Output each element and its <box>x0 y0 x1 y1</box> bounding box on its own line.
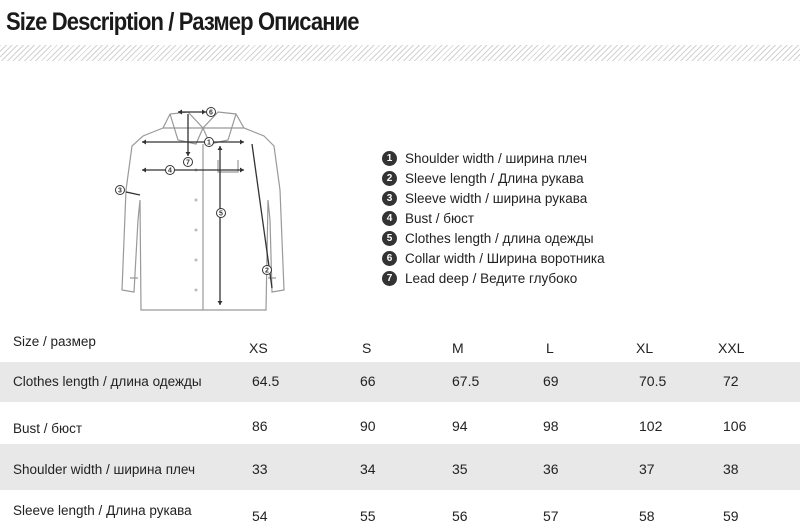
marker-5 <box>217 209 226 218</box>
legend-text: Bust / бюст <box>405 210 475 226</box>
shirt-diagram <box>108 100 288 320</box>
size-header: XS <box>249 340 268 356</box>
table-cell: 64.5 <box>252 373 280 389</box>
marker-6 <box>207 108 216 117</box>
table-header-row <box>0 322 800 362</box>
measurement-lines <box>126 110 272 306</box>
marker-3 <box>116 186 125 195</box>
row-label: Bust / бюст <box>13 421 83 436</box>
legend-text: Collar width / Ширина воротника <box>405 250 605 266</box>
table-cell: 38 <box>723 461 739 477</box>
hatched-divider <box>0 45 800 61</box>
svg-text:6: 6 <box>209 109 213 117</box>
header-label: Size / размер <box>13 334 96 349</box>
marker-1 <box>205 138 214 147</box>
table-cell: 70.5 <box>639 373 667 389</box>
table-cell: 102 <box>639 418 663 434</box>
legend-text: Shoulder width / ширина плеч <box>405 150 587 166</box>
table-cell: 55 <box>360 508 376 524</box>
table-cell: 35 <box>452 461 468 477</box>
legend-text: Clothes length / длина одежды <box>405 230 594 246</box>
legend-item <box>382 188 605 208</box>
table-cell: 57 <box>543 508 559 524</box>
table-cell: 58 <box>639 508 655 524</box>
marker-2 <box>263 266 272 275</box>
legend-item <box>382 248 605 268</box>
row-label: Clothes length / длина одежды <box>13 374 202 389</box>
diagram-markers <box>116 108 272 275</box>
number-badge: 7 <box>382 271 397 286</box>
table-cell: 94 <box>452 418 468 434</box>
legend-text: Lead deep / Ведите глубоко <box>405 270 578 286</box>
table-cell: 67.5 <box>452 373 480 389</box>
measurement-legend <box>382 148 605 288</box>
table-cell: 90 <box>360 418 376 434</box>
size-header: XL <box>636 340 654 356</box>
number-badge: 3 <box>382 191 397 206</box>
size-table <box>0 322 800 527</box>
legend-item <box>382 268 605 288</box>
button-dots <box>195 169 198 292</box>
number-badge: 1 <box>382 151 397 166</box>
number-badge: 6 <box>382 251 397 266</box>
table-cell: 69 <box>543 373 559 389</box>
table-row <box>0 444 800 490</box>
table-cell: 98 <box>543 418 559 434</box>
number-badge: 2 <box>382 171 397 186</box>
marker-4 <box>166 166 175 175</box>
table-cell: 86 <box>252 418 268 434</box>
table-row <box>0 402 800 444</box>
svg-text:5: 5 <box>219 210 223 218</box>
table-cell: 54 <box>252 508 268 524</box>
row-label: Shoulder width / ширина плеч <box>13 462 195 477</box>
row-label: Sleeve length / Длина рукава <box>13 503 192 518</box>
page-title: Size Description / Размер Описание <box>6 8 359 36</box>
table-cell: 36 <box>543 461 559 477</box>
size-header: M <box>452 340 464 356</box>
table-cell: 72 <box>723 373 739 389</box>
table-cell: 66 <box>360 373 376 389</box>
legend-item <box>382 228 605 248</box>
legend-item <box>382 208 605 228</box>
svg-text:1: 1 <box>207 139 211 147</box>
table-row <box>0 362 800 402</box>
number-badge: 5 <box>382 231 397 246</box>
svg-text:3: 3 <box>118 187 122 195</box>
legend-item <box>382 148 605 168</box>
number-badge: 4 <box>382 211 397 226</box>
svg-text:2: 2 <box>265 267 269 275</box>
size-header: S <box>362 340 372 356</box>
svg-text:4: 4 <box>168 167 172 175</box>
table-cell: 56 <box>452 508 468 524</box>
legend-text: Sleeve width / ширина рукава <box>405 190 588 206</box>
legend-text: Sleeve length / Длина рукава <box>405 170 584 186</box>
table-cell: 106 <box>723 418 747 434</box>
svg-text:7: 7 <box>186 159 190 167</box>
table-cell: 59 <box>723 508 739 524</box>
table-row <box>0 490 800 527</box>
marker-7 <box>184 158 193 167</box>
table-cell: 37 <box>639 461 655 477</box>
size-header: XXL <box>718 340 745 356</box>
legend-item <box>382 168 605 188</box>
table-cell: 33 <box>252 461 268 477</box>
table-cell: 34 <box>360 461 376 477</box>
size-header: L <box>546 340 554 356</box>
